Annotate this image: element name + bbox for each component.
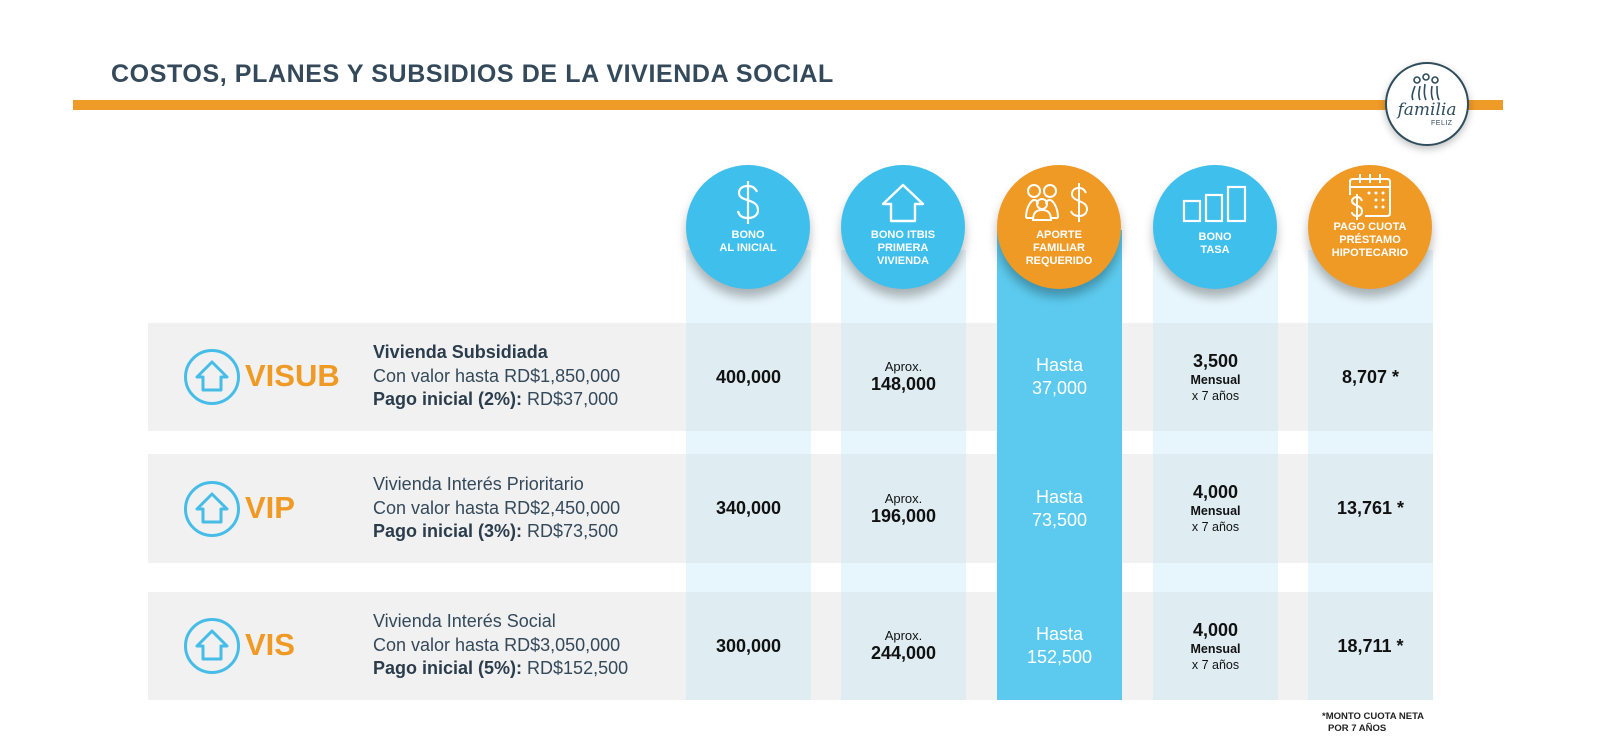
header-bono-tasa xyxy=(1153,165,1277,289)
value: 73,500 xyxy=(1031,509,1088,530)
header-bono-itbis xyxy=(841,165,965,289)
plan-initial-label: Pago inicial (5%): xyxy=(373,658,523,678)
header-label-line: APORTE xyxy=(1036,229,1082,241)
plan-description xyxy=(373,473,620,544)
cell-bono-inicial xyxy=(686,454,811,563)
cell-pago-cuota xyxy=(1308,323,1433,431)
header-pago-cuota xyxy=(1308,165,1432,289)
logo-text: familia xyxy=(1397,100,1457,120)
prefix: Aprox. xyxy=(884,359,923,374)
header-label-line: PRÉSTAMO xyxy=(1339,234,1401,246)
value: 18,711 * xyxy=(1337,635,1404,656)
cell-bono-tasa xyxy=(1153,323,1278,431)
plan-initial-value: RD$73,500 xyxy=(522,521,619,541)
header-label-line: BONO xyxy=(731,229,765,241)
cell-pago-cuota xyxy=(1308,454,1433,563)
column-gap xyxy=(686,431,811,454)
column-gap xyxy=(1153,431,1278,454)
value: 4,000 xyxy=(1192,482,1239,502)
header-label-line: PAGO CUOTA xyxy=(1333,221,1407,233)
plan-description xyxy=(373,341,620,412)
value: 8,707 * xyxy=(1341,366,1400,387)
cell-bono-tasa xyxy=(1153,454,1278,563)
header-label-line: BONO ITBIS xyxy=(870,229,936,241)
house-circle-icon xyxy=(183,480,241,538)
value: 152,500 xyxy=(1026,647,1093,667)
plan-description xyxy=(373,610,628,681)
value: 4,000 xyxy=(1192,619,1239,640)
period: Mensual xyxy=(1190,641,1241,656)
prefix: Aprox. xyxy=(884,490,923,506)
cell-bono-inicial xyxy=(686,592,811,700)
family-dollar-icon xyxy=(1024,179,1094,227)
duration: x 7 años xyxy=(1191,657,1240,672)
plan-code: VISUB xyxy=(245,358,340,393)
cell-bono-inicial xyxy=(686,323,811,431)
value: 300,000 xyxy=(715,635,782,656)
period: Mensual xyxy=(1190,372,1241,387)
value: 340,000 xyxy=(715,498,782,518)
calendar-dollar-icon xyxy=(1347,173,1393,221)
column-gap xyxy=(841,563,966,592)
page-title: COSTOS, PLANES Y SUBSIDIOS DE LA VIVIENDA SOCIAL xyxy=(111,60,834,88)
column-gap xyxy=(1308,431,1433,454)
plan-name: Vivienda Subsidiada xyxy=(373,342,548,362)
header-label-line: HIPOTECARIO xyxy=(1331,247,1409,259)
house-circle-icon xyxy=(183,348,241,406)
cell-bono-tasa xyxy=(1153,592,1278,700)
header-label-line: VIVIENDA xyxy=(877,255,929,267)
column-gap xyxy=(1153,563,1278,592)
bar-chart-icon xyxy=(1182,181,1248,229)
title-underline xyxy=(73,100,1503,110)
period: Mensual xyxy=(1190,504,1241,518)
cell-bono-itbis xyxy=(841,454,966,563)
cell-bono-itbis xyxy=(841,323,966,431)
cell-bono-itbis xyxy=(841,592,966,700)
duration: x 7 años xyxy=(1191,520,1240,534)
logo-subtext: FELIZ xyxy=(1431,120,1453,127)
value: 148,000 xyxy=(870,374,937,394)
header-label-line: TASA xyxy=(1200,244,1230,256)
header-label-line: REQUERIDO xyxy=(1025,255,1093,267)
plan-initial-value: RD$37,000 xyxy=(522,389,619,409)
value: 37,000 xyxy=(1031,378,1088,398)
header-bono-inicial xyxy=(686,165,810,289)
plan-name: Vivienda Interés Social xyxy=(373,611,556,631)
cell-aporte-familiar xyxy=(997,323,1122,431)
prefix: Hasta xyxy=(1035,624,1084,644)
column-gap xyxy=(686,563,811,592)
duration: x 7 años xyxy=(1191,388,1240,403)
header-label-line: FAMILIAR xyxy=(1033,242,1085,254)
footnote-line: *MONTO CUOTA NETA xyxy=(1322,711,1425,722)
plan-code: VIS xyxy=(245,627,295,662)
prefix: Hasta xyxy=(1035,486,1084,507)
column-gap xyxy=(841,431,966,454)
footnote xyxy=(1322,711,1424,735)
cell-aporte-familiar xyxy=(997,454,1122,563)
cell-aporte-familiar xyxy=(997,592,1122,700)
plan-value-line: Con valor hasta RD$2,450,000 xyxy=(373,497,621,518)
header-label-line: PRIMERA xyxy=(877,242,929,254)
value: 3,500 xyxy=(1192,350,1239,371)
value: 196,000 xyxy=(870,505,937,526)
house-circle-icon xyxy=(183,617,241,675)
familia-feliz-logo xyxy=(1385,62,1469,146)
value: 13,761 * xyxy=(1336,498,1405,518)
header-label-line: BONO xyxy=(1198,231,1232,243)
value: 400,000 xyxy=(715,366,782,387)
value: 244,000 xyxy=(870,643,937,663)
header-aporte-familiar xyxy=(997,165,1121,289)
footnote-line: POR 7 AÑOS xyxy=(1328,723,1387,734)
prefix: Hasta xyxy=(1035,355,1084,375)
plan-initial-label: Pago inicial (2%): xyxy=(373,389,523,409)
column-gap xyxy=(1308,563,1433,592)
plan-value-line: Con valor hasta RD$1,850,000 xyxy=(373,365,621,386)
plan-code: VIP xyxy=(245,490,295,525)
plan-initial-value: RD$152,500 xyxy=(522,658,629,678)
plan-initial-label: Pago inicial (3%): xyxy=(373,521,523,541)
prefix: Aprox. xyxy=(884,628,923,643)
house-icon xyxy=(880,179,926,227)
plan-name: Vivienda Interés Prioritario xyxy=(373,474,584,494)
dollar-icon xyxy=(733,179,763,227)
header-label-line: AL INICIAL xyxy=(719,242,777,254)
plan-value-line: Con valor hasta RD$3,050,000 xyxy=(373,634,621,655)
cell-pago-cuota xyxy=(1308,592,1433,700)
